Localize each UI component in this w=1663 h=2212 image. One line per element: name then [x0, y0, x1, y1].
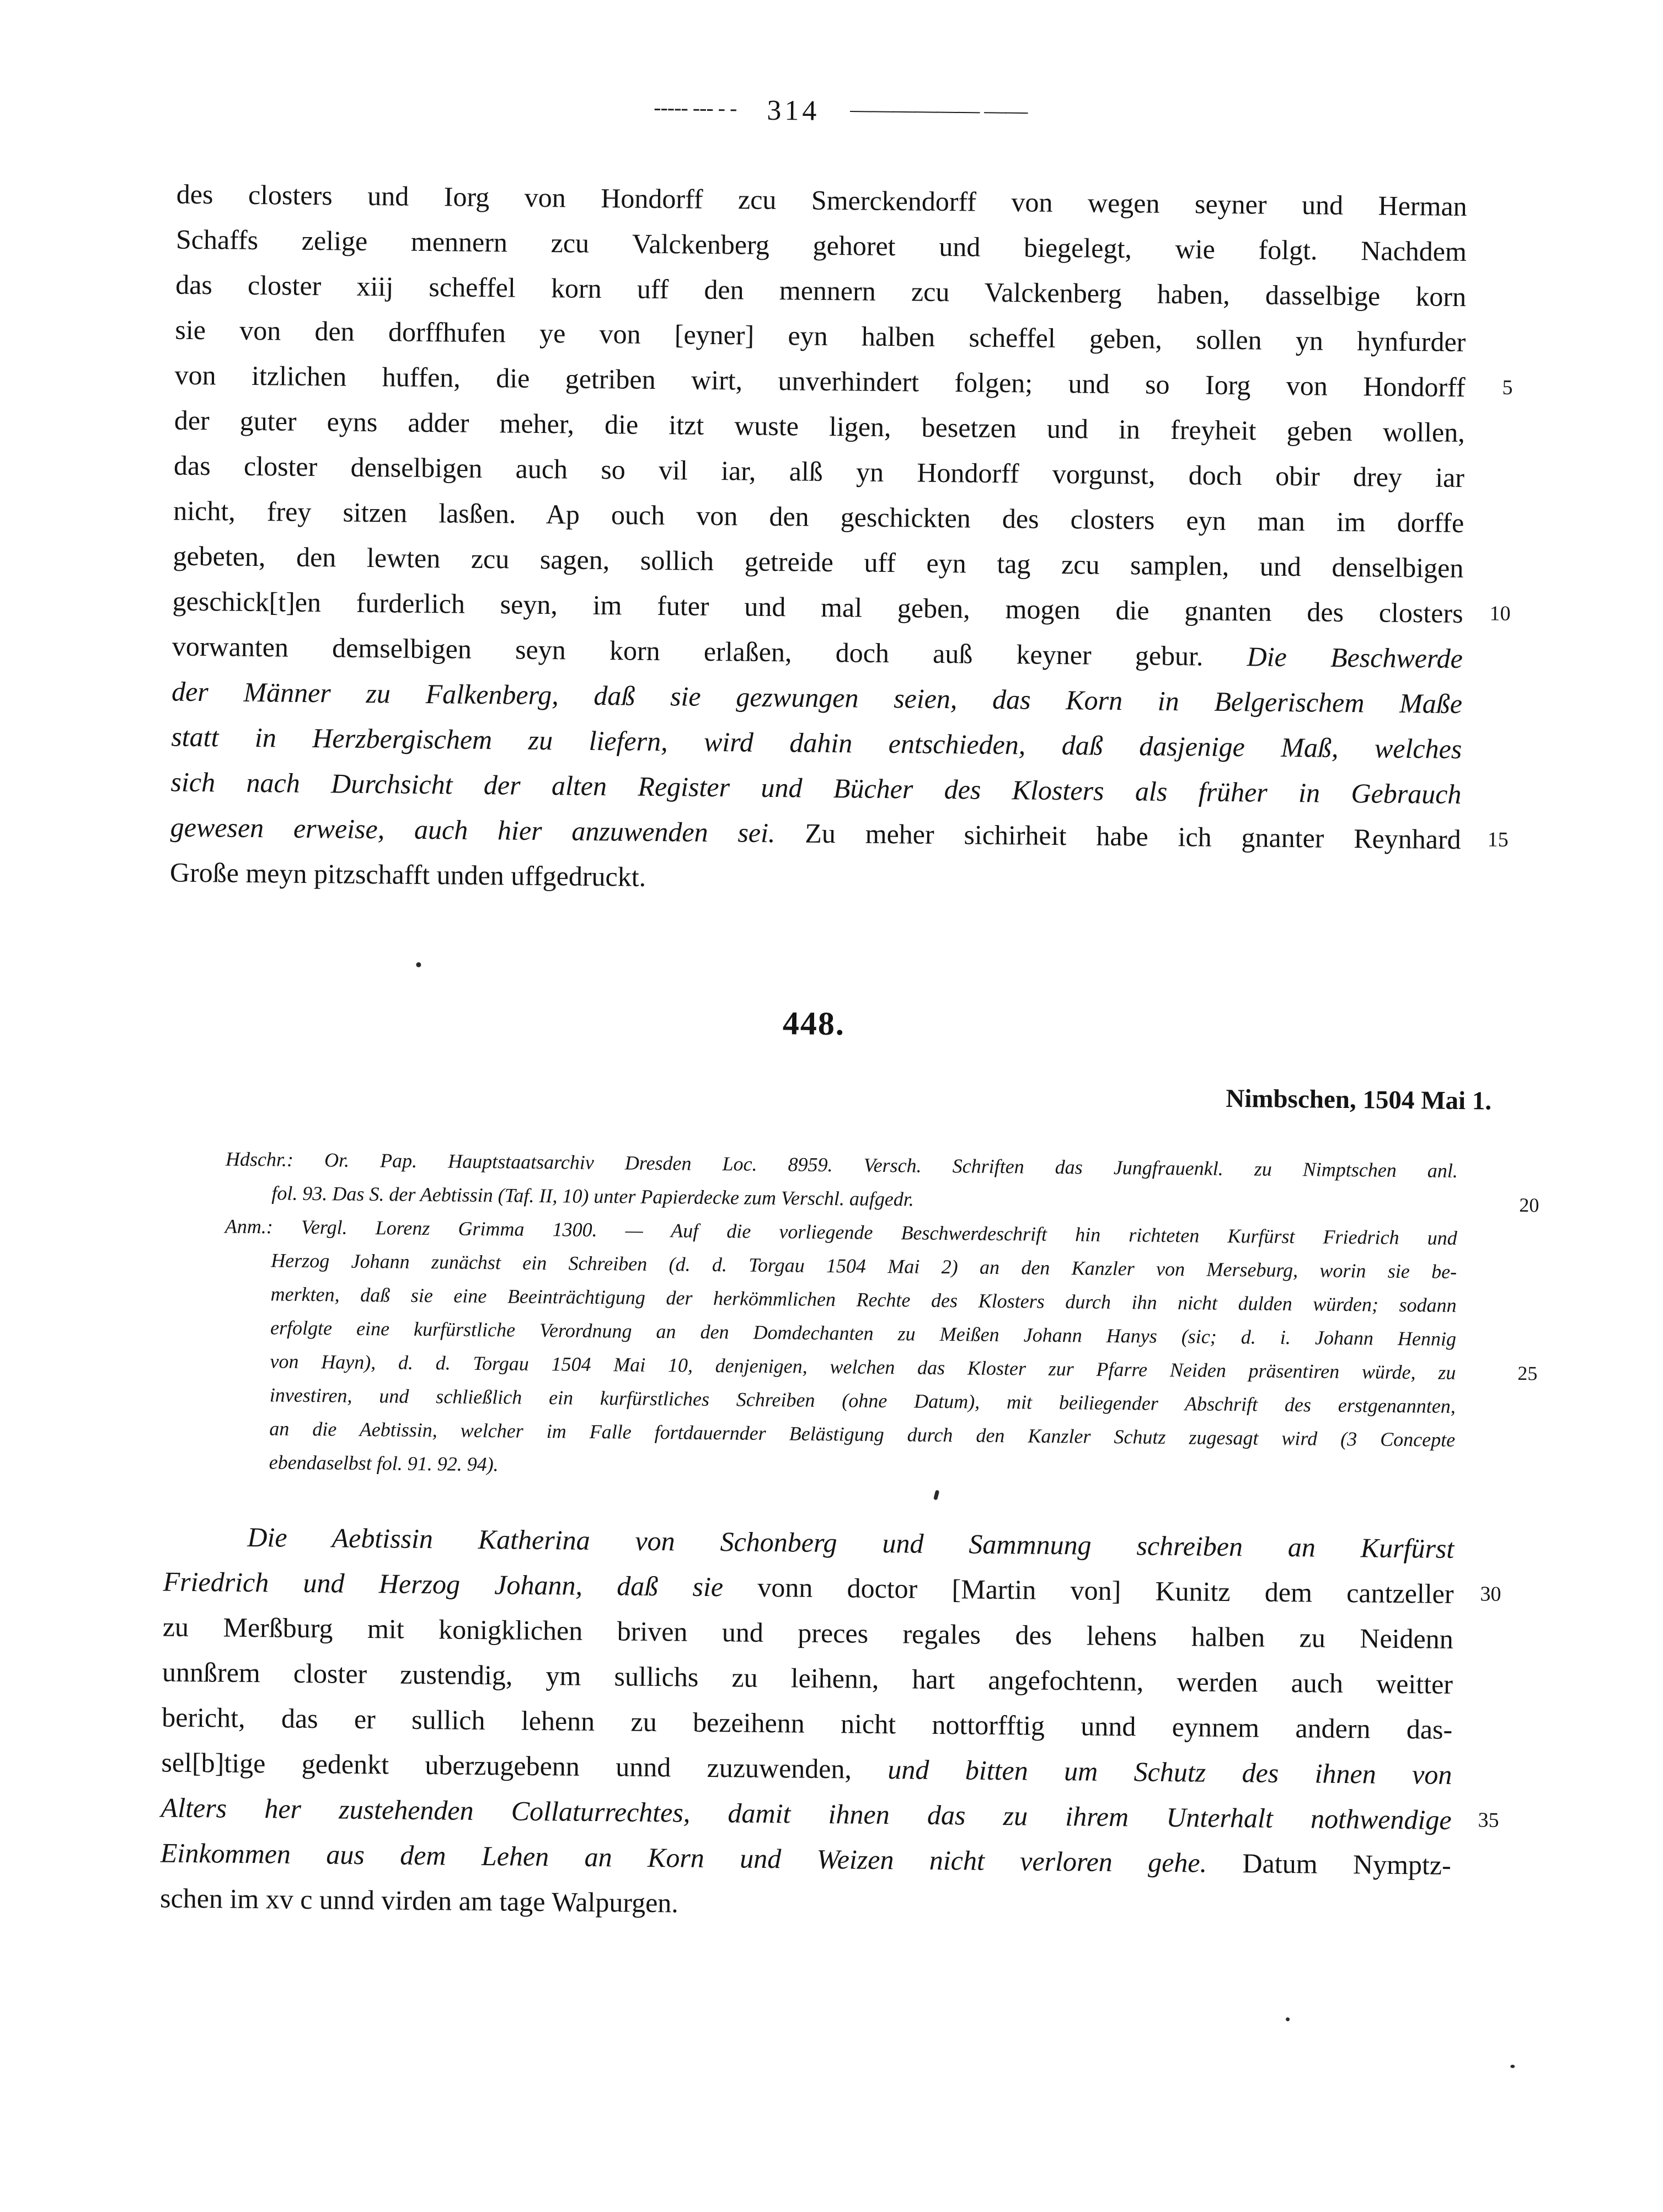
roman-text: zu Merßburg mit konigklichen briven und preces regales des lehens halben zu Neidenn	[162, 1611, 1454, 1654]
entry-dateline: Nimbschen, 1504 Mai 1.	[1226, 1084, 1492, 1116]
roman-text: sie von den dorffhufen ye von [eyner] eyn halben scheffel geben, sollen yn hynfurder	[175, 314, 1466, 358]
italic-text: der Männer zu Falkenberg, daß sie gezwungen seien, das Korn in Belgerischem Maße	[171, 676, 1463, 720]
entry-summary-paragraph	[159, 1513, 1501, 1932]
italic-text: an die Aebtissin, welcher im Falle fortdauernder Belästigung durch den Kanzler Schutz zugesagt wird (3 Concepte	[269, 1417, 1456, 1451]
italic-text: gewesen erweise, auch hier anzuwenden sei.	[170, 811, 805, 849]
margin-line-number: 5	[1502, 376, 1513, 399]
italic-text: Anm.: Vergl. Lorenz Grimma 1300. — Auf die vorliegende Beschwerdeschrift hin richteten Kurfürst Friedrich und	[224, 1215, 1457, 1249]
paragraph-continuation	[169, 172, 1513, 907]
roman-text: unnßrem closter zustendig, ym sullichs zu leihenn, hart angefochtenn, werden auch weitter	[162, 1656, 1453, 1700]
scan-speck	[1286, 2017, 1290, 2021]
roman-text: vorwanten demselbigen seyn korn erlaßen, doch auß keyner gebur.	[172, 630, 1247, 672]
margin-line-number: 35	[1478, 1808, 1499, 1832]
entry-number: 448.	[782, 1005, 846, 1042]
margin-line-number: 20	[1519, 1194, 1539, 1217]
margin-line-number: 10	[1489, 602, 1511, 625]
roman-text: geschick[t]en furderlich seyn, im futer und mal geben, mogen die gnanten des closters	[172, 585, 1463, 629]
italic-text: erfolgte eine kurfürstliche Verordnung an den Domdechanten zu Meißen Johann Hanys (sic; d. i. Johann Hennig	[270, 1316, 1457, 1350]
scan-speck	[933, 1490, 939, 1500]
roman-text: gebeten, den lewten zcu sagen, sollich getreide uff eyn tag zcu samplen, und denselbigen	[173, 540, 1464, 584]
italic-text: statt in Herzbergischem zu liefern, wird dahin entschieden, daß dasjenige Maß, welches	[171, 721, 1462, 765]
roman-text: von itzlichen huffen, die getriben wirt, unverhindert folgen; und so Iorg von Hondorff	[174, 359, 1466, 403]
roman-text: das closter denselbigen auch so vil iar, alß yn Hondorff vorgunst, doch obir drey iar	[173, 449, 1465, 494]
italic-text: sich nach Durchsicht der alten Register und Bücher des Klosters als früher in Gebrauch	[170, 766, 1462, 810]
page-number: 314	[767, 94, 820, 127]
apparatus-notes	[164, 1142, 1539, 1491]
margin-line-number: 25	[1517, 1362, 1538, 1385]
roman-text: bericht, das er sullich lehenn zu bezeihenn nicht nottorfftig unnd eynnem andern das-	[162, 1701, 1453, 1745]
roman-text: des closters und Iorg von Hondorff zcu Smerckendorff von wegen seyner und Herman	[176, 178, 1467, 222]
italic-text: Hdschr.: Or. Pap. Hauptstaatsarchiv Dresden Loc. 8959. Versch. Schriften das Jungfrauenkl. zu Nimptschen anl.	[225, 1148, 1458, 1182]
italic-text: Herzog Johann zunächst ein Schreiben (d. d. Torgau 1504 Mai 2) an den Kanzler von Merseburg, worin sie be-	[271, 1249, 1457, 1283]
left-rule-dashes: ----- --- - -	[654, 94, 737, 121]
italic-text: Friedrich und Herzog Johann, daß sie	[163, 1566, 758, 1603]
italic-text: Die Beschwerde	[1247, 641, 1463, 674]
italic-text: ebendaselbst fol. 91. 92. 94).	[269, 1451, 499, 1476]
italic-text: investiren, und schließlich ein kurfürstliches Schreiben (ohne Datum), mit beiliegender Abschrift des erstgenannten,	[269, 1384, 1456, 1417]
roman-text: nicht, frey sitzen lasßen. Ap ouch von den geschickten des closters eyn man im dorffe	[173, 495, 1464, 539]
scan-speck	[416, 962, 421, 967]
scan-speck	[1510, 2065, 1515, 2068]
italic-text: Alters her zustehenden Collaturrechtes, damit ihnen das zu ihrem Unterhalt nothwendige	[161, 1792, 1452, 1835]
roman-text: der guter eyns adder meher, die itzt wuste ligen, besetzen und in freyheit geben wollen,	[174, 404, 1466, 448]
italic-text: Die Aebtissin Katherina von Schonberg und Sammnung schreiben an Kurfürst	[247, 1521, 1455, 1564]
right-rule-dashes: —————— ——	[850, 97, 1028, 124]
roman-text: sel[b]tige gedenkt uberzugebenn unnd zuzuwenden,	[161, 1747, 888, 1785]
roman-text: Schaffs zelige mennern zcu Valckenberg gehoret und biegelegt, wie folgt. Nachdem	[175, 223, 1467, 267]
margin-line-number: 15	[1487, 828, 1509, 851]
italic-text: fol. 93. Das S. der Aebtissin (Taf. II, 10) unter Papierdecke zum Verschl. aufgedr.	[271, 1182, 915, 1211]
roman-text: Zu meher sichirheit habe ich gnanter Reynhard	[805, 817, 1461, 855]
roman-text: vonn doctor [Martin von] Kunitz dem cantzeller	[757, 1571, 1454, 1609]
roman-text: Datum Nymptz-	[1242, 1847, 1452, 1881]
italic-text: merkten, daß sie eine Beeinträchtigung der herkömmlichen Rechte des Klosters durch ihn nicht dulden würden; sodann	[270, 1283, 1457, 1316]
roman-text: das closter xiij scheffel korn uff den mennern zcu Valckenberg haben, dasselbige korn	[175, 269, 1467, 313]
italic-text: und bitten um Schutz des ihnen von	[887, 1754, 1452, 1790]
margin-line-number: 30	[1480, 1582, 1501, 1606]
italic-text: von Hayn), d. d. Torgau 1504 Mai 10, denjenigen, welchen das Kloster zur Pfarre Neiden präsentiren würde, zu	[270, 1350, 1456, 1384]
italic-text: Einkommen aus dem Lehen an Korn und Weizen nicht verloren gehe.	[160, 1837, 1243, 1879]
roman-text: Große meyn pitzschafft unden uffgedruckt.	[169, 856, 646, 892]
roman-text: schen im xv c unnd virden am tage Walpurgen.	[159, 1882, 679, 1919]
running-head	[9, 87, 1663, 136]
